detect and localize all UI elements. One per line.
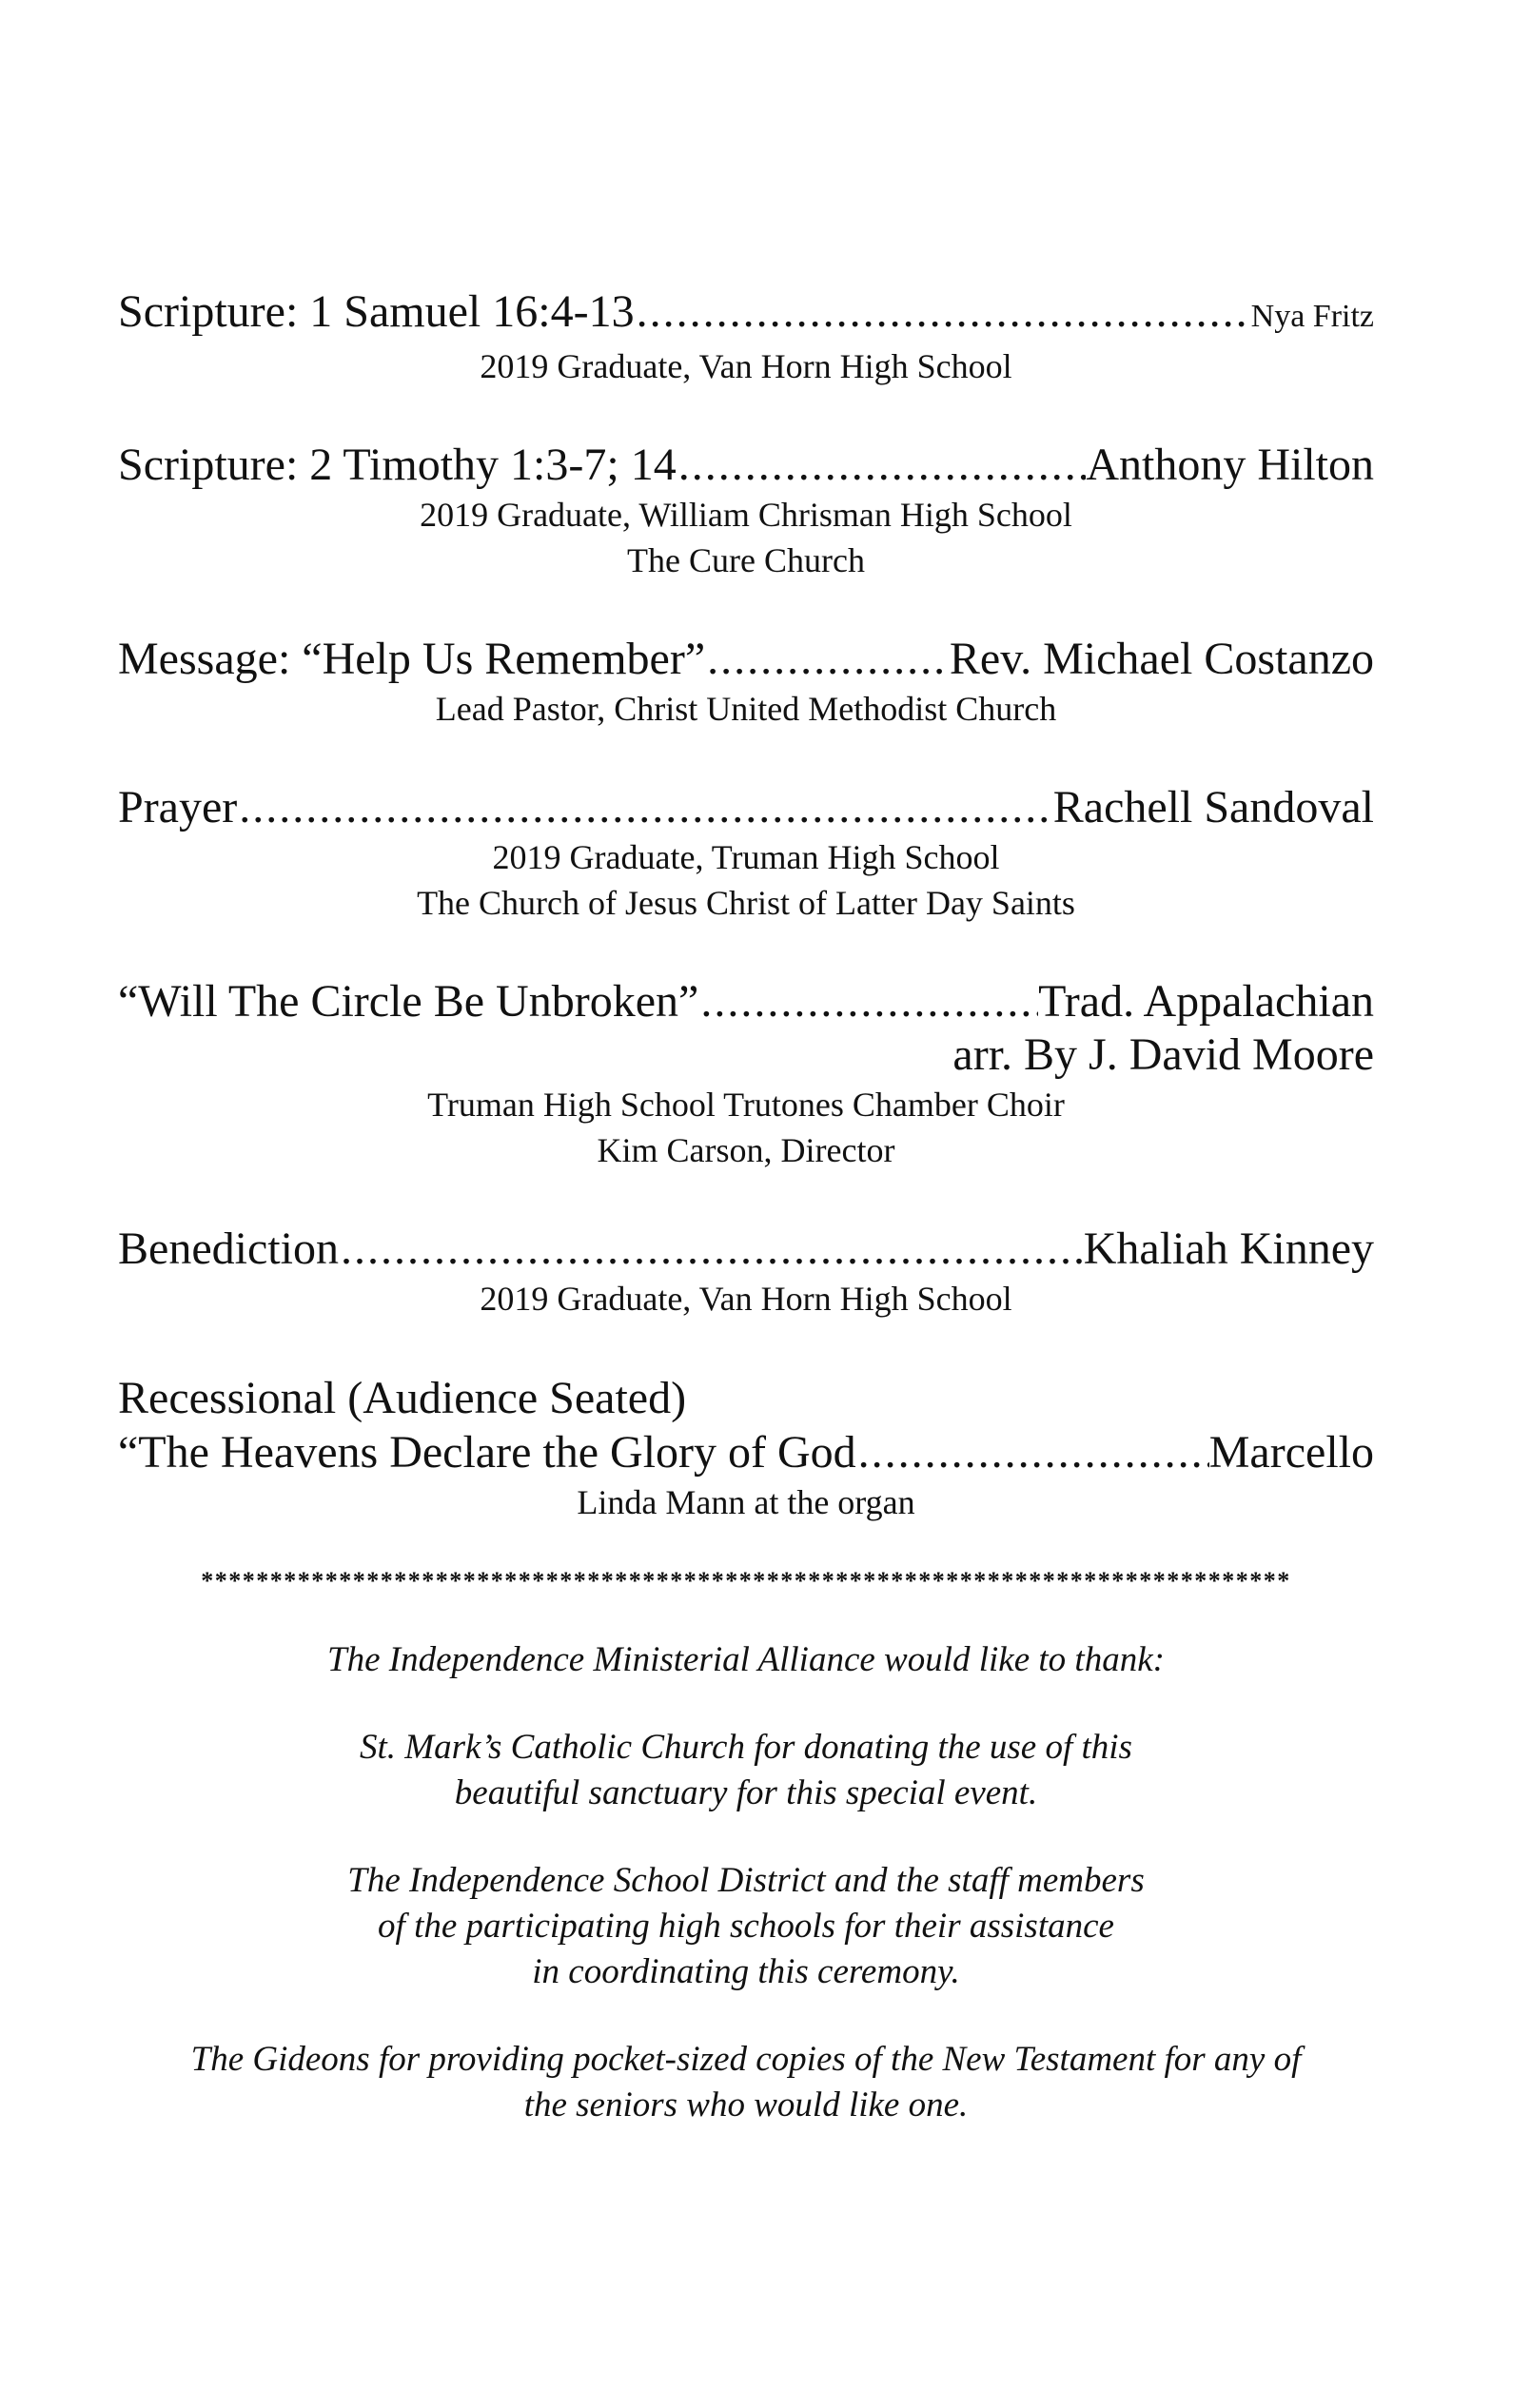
program-line: [118, 633, 1374, 686]
presenter-detail: Truman High School Trutones Chamber Choir: [427, 1086, 1065, 1124]
presenter-detail: The Cure Church: [627, 541, 865, 579]
presenter-detail: Lead Pastor, Christ United Methodist Church: [435, 690, 1057, 728]
dot-leader: [698, 975, 1038, 1028]
acknowledgements: [118, 1637, 1374, 2128]
presenter-detail: Kim Carson, Director: [597, 1131, 895, 1169]
section-divider: *******************************************************************************: [201, 1567, 1291, 1595]
dot-leader: [635, 285, 1251, 339]
program-line: [118, 1426, 1374, 1479]
program-item-message: [118, 633, 1374, 732]
program-line: [118, 781, 1374, 834]
program-title: Scripture: 1 Samuel 16:4-13: [118, 286, 635, 337]
program-item-scripture-samuel: [118, 285, 1374, 389]
acknowledgement-line: beautiful sanctuary for this special event.: [454, 1773, 1038, 1812]
presenter-detail: The Church of Jesus Christ of Latter Day Saints: [417, 884, 1075, 922]
program-title: Prayer: [118, 782, 238, 832]
dot-leader: [705, 633, 950, 686]
program-presenter: Trad. Appalachian: [1038, 976, 1374, 1027]
program-presenter: Anthony Hilton: [1086, 440, 1374, 490]
program-line: [118, 285, 1374, 343]
presenter-detail: 2019 Graduate, Truman High School: [492, 838, 1000, 876]
program-item-recessional: [118, 1371, 1374, 1525]
program-title: “The Heavens Declare the Glory of God: [118, 1427, 856, 1478]
acknowledgement-line: St. Mark’s Catholic Church for donating the use of this: [360, 1728, 1132, 1767]
dot-leader: [237, 781, 1052, 834]
program-title: Scripture: 2 Timothy 1:3-7; 14: [118, 440, 677, 490]
program-title: Benediction: [118, 1224, 339, 1274]
arrangement-credit: arr. By J. David Moore: [952, 1029, 1374, 1080]
program-title: Message: “Help Us Remember”: [118, 634, 706, 684]
program-presenter: Rev. Michael Costanzo: [949, 634, 1374, 684]
presenter-detail: 2019 Graduate, Van Horn High School: [480, 347, 1012, 385]
acknowledgement-line: in coordinating this ceremony.: [532, 1952, 960, 1991]
acknowledgement-line: of the participating high schools for their assistance: [378, 1907, 1114, 1946]
program-item-hymn: [118, 975, 1374, 1173]
program-presenter: Nya Fritz: [1250, 299, 1374, 334]
program-line: [118, 439, 1374, 492]
acknowledgements-intro: The Independence Ministerial Alliance would like to thank:: [327, 1640, 1165, 1679]
program-line: [118, 1223, 1374, 1276]
program-presenter: Marcello: [1208, 1427, 1374, 1478]
program-presenter: Rachell Sandoval: [1052, 782, 1374, 832]
dot-leader: [856, 1426, 1209, 1479]
program-page: [118, 285, 1374, 2128]
program-title: “Will The Circle Be Unbroken”: [118, 976, 699, 1027]
recessional-heading: Recessional (Audience Seated): [118, 1373, 687, 1423]
acknowledgement-line: the seniors who would like one.: [523, 2085, 969, 2124]
program-line: [118, 975, 1374, 1028]
presenter-detail: 2019 Graduate, William Chrisman High School: [420, 496, 1072, 534]
program-presenter: Khaliah Kinney: [1083, 1224, 1374, 1274]
program-item-benediction: [118, 1223, 1374, 1321]
dot-leader: [339, 1223, 1084, 1276]
dot-leader: [677, 439, 1087, 492]
acknowledgement-line: The Gideons for providing pocket-sized copies of the New Testament for any of: [190, 2040, 1302, 2079]
program-item-scripture-timothy: [118, 439, 1374, 583]
acknowledgement-line: The Independence School District and the staff members: [347, 1861, 1145, 1900]
program-item-prayer: [118, 781, 1374, 926]
presenter-detail: 2019 Graduate, Van Horn High School: [480, 1280, 1012, 1318]
presenter-detail: Linda Mann at the organ: [577, 1483, 915, 1521]
